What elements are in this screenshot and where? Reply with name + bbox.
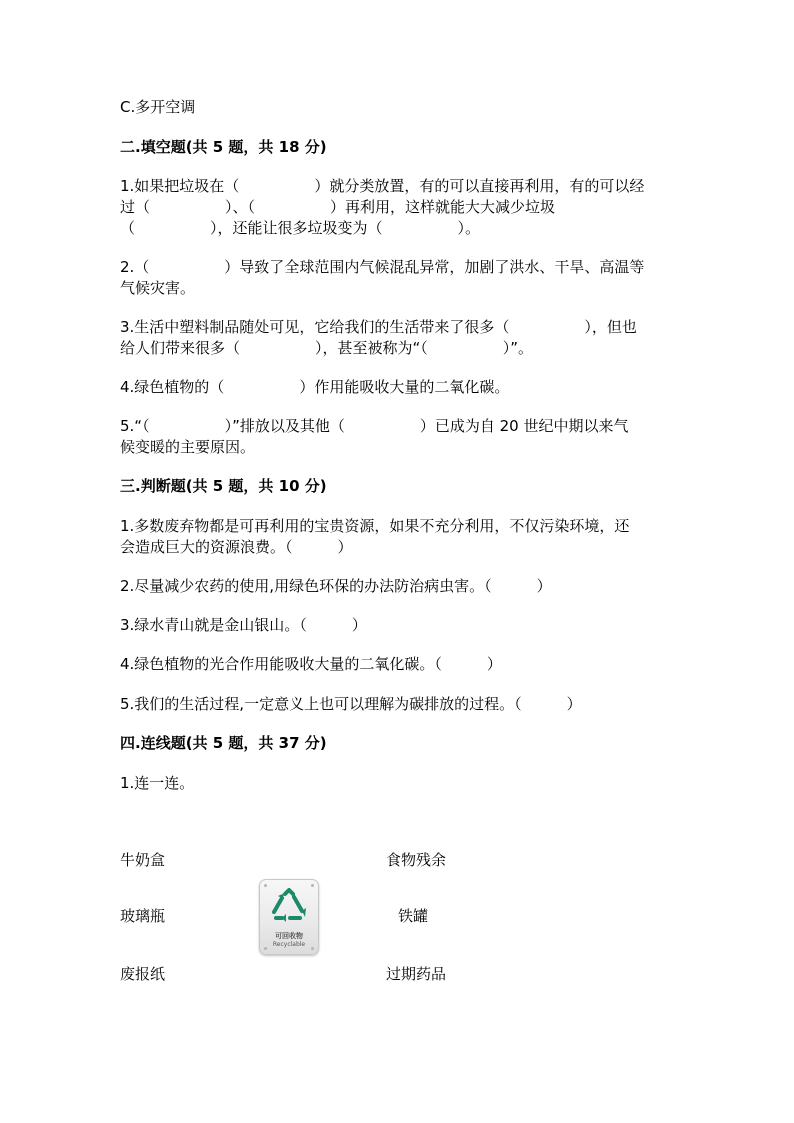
judge-q4: 4.绿色植物的光合作用能吸收大量的二氧化碳。（ ）	[120, 655, 502, 673]
judge-q1-line1: 1.多数废弃物都是可再利用的宝贵资源，如果不充分利用，不仅污染环境，还	[120, 517, 630, 535]
fill-q5-line1: 5.“（ ）”排放以及其他（ ）已成为自 20 世纪中期以来气	[120, 417, 629, 435]
judge-q5: 5.我们的生活过程,一定意义上也可以理解为碳排放的过程。（ ）	[120, 695, 582, 713]
option-c: C.多开空调	[120, 98, 196, 116]
fill-q1-line3: （ ），还能让很多垃圾变为（ ）。	[120, 219, 481, 237]
right-item-iron-can: 铁罐	[398, 907, 429, 925]
recyclable-sign	[259, 879, 319, 955]
matching-q1: 1.连一连。	[120, 774, 195, 792]
right-item-food-waste: 食物残余	[386, 851, 447, 869]
recycle-icon	[268, 888, 310, 928]
fill-q2-line2: 气候灾害。	[120, 279, 196, 297]
left-item-glass-bottle: 玻璃瓶	[120, 907, 166, 925]
judge-q2: 2.尽量减少农药的使用,用绿色环保的办法防治病虫害。（ ）	[120, 577, 552, 595]
fill-q2-line1: 2.（ ）导致了全球范围内气候混乱异常，加剧了洪水、干旱、高温等	[120, 258, 645, 276]
fill-q1-line2: 过（ ）、（ ）再利用，这样就能大大减少垃圾	[120, 198, 556, 216]
judge-q3: 3.绿水青山就是金山银山。（ ）	[120, 616, 367, 634]
left-item-waste-newspaper: 废报纸	[120, 965, 166, 983]
fill-q1-line1: 1.如果把垃圾在（ ）就分类放置，有的可以直接再利用，有的可以经	[120, 177, 645, 195]
judge-q1-line2: 会造成巨大的资源浪费。（ ）	[120, 538, 353, 556]
fill-q5-line2: 候变暖的主要原因。	[120, 438, 256, 456]
sign-label-en: Recyclable	[272, 941, 306, 948]
section-fill-blank-heading: 二.填空题(共 5 题，共 18 分)	[120, 138, 327, 156]
right-item-expired-medicine: 过期药品	[386, 965, 447, 983]
section-matching-heading: 四.连线题(共 5 题，共 37 分)	[120, 734, 327, 752]
section-judge-heading: 三.判断题(共 5 题，共 10 分)	[120, 477, 327, 495]
fill-q4-line1: 4.绿色植物的（ ）作用能吸收大量的二氧化碳。	[120, 378, 510, 396]
sign-label-cn: 可回收物	[275, 932, 303, 940]
left-item-milk-carton: 牛奶盒	[120, 851, 166, 869]
fill-q3-line2: 给人们带来很多（ ），甚至被称为“（ ）”。	[120, 339, 534, 357]
fill-q3-line1: 3.生活中塑料制品随处可见，它给我们的生活带来了很多（ ），但也	[120, 318, 637, 336]
